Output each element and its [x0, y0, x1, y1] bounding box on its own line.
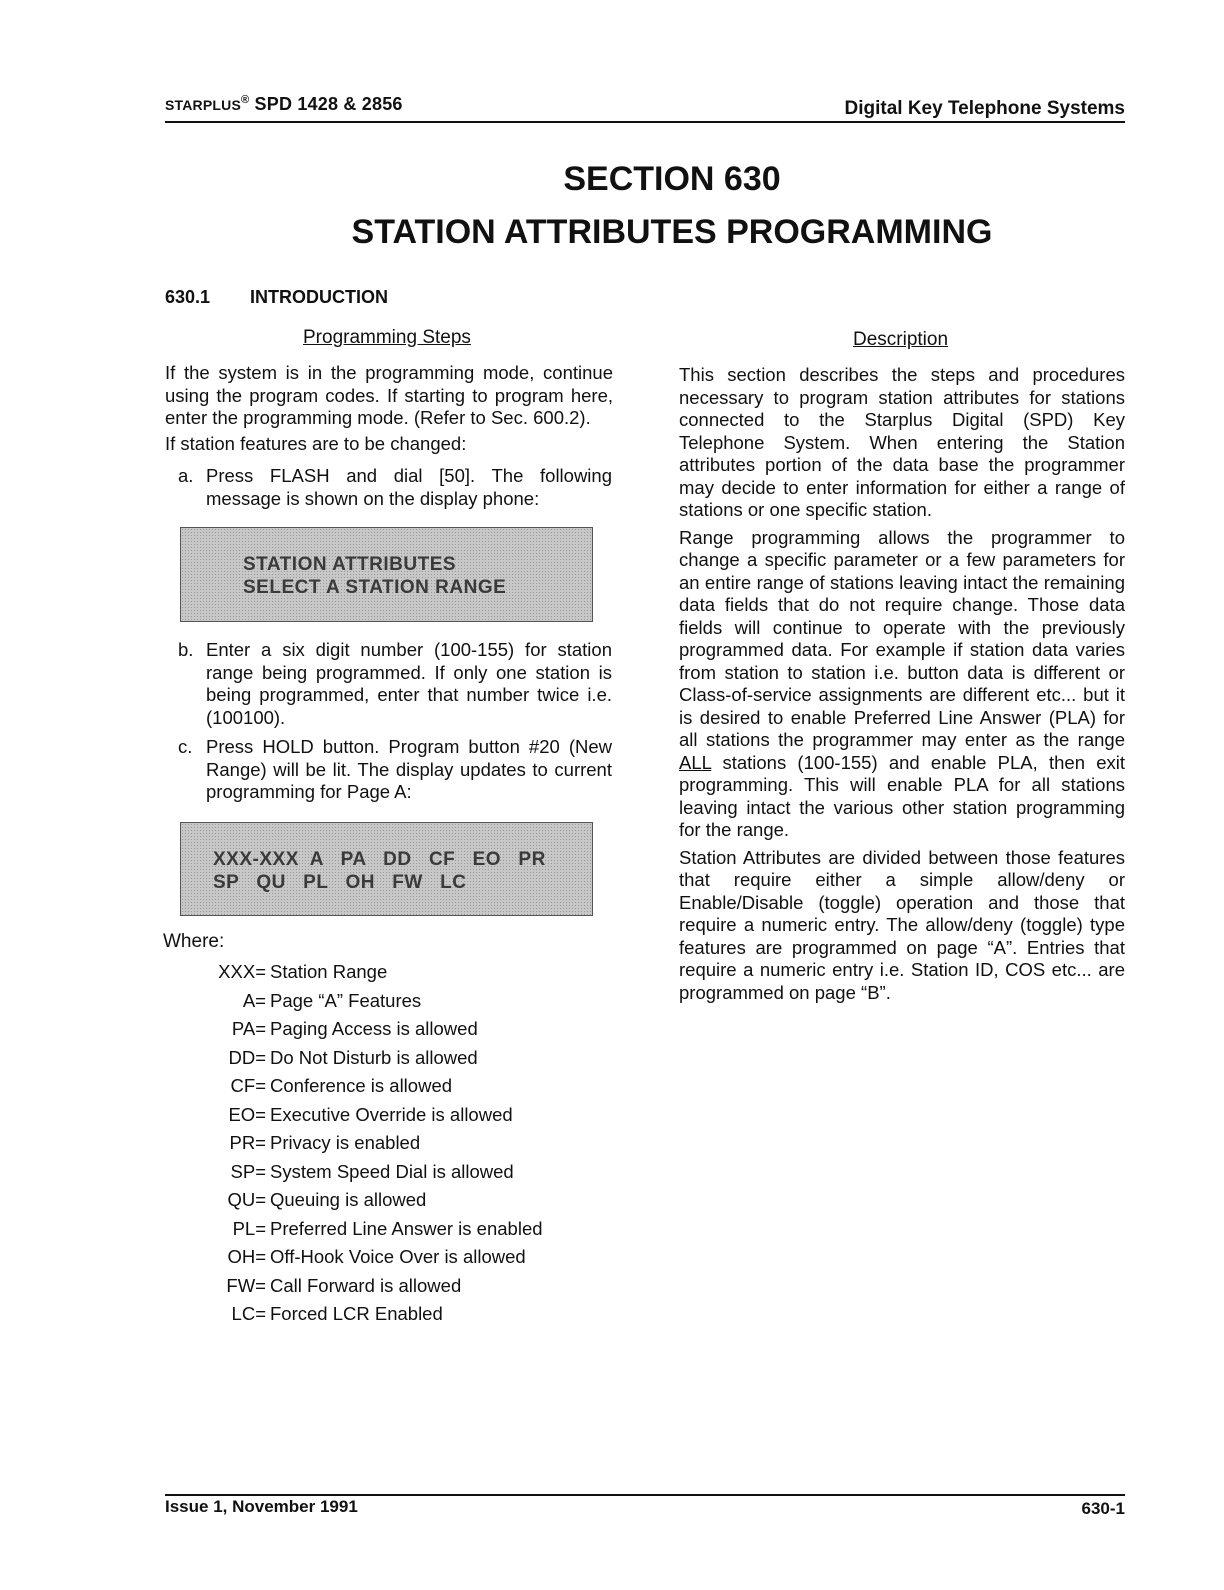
registered-mark: ®: [241, 94, 250, 106]
step-c-label: c.: [178, 736, 193, 757]
definition-key: CF=: [230, 1075, 266, 1096]
display1-line-1: STATION ATTRIBUTES: [243, 554, 457, 575]
definition-item: [200, 1186, 543, 1215]
step-b: [178, 639, 612, 729]
page-number: 630-1: [1081, 1499, 1125, 1518]
definition-key: PR=: [229, 1132, 266, 1153]
definition-value: Preferred Line Answer is enabled: [270, 1217, 543, 1239]
step-b-text: Enter a six digit number (100-155) for station range being programmed. If only one station is being programmed, enter that number twice i.e. (100100).: [206, 639, 612, 728]
definition-item: [200, 1129, 543, 1158]
section-heading: INTRODUCTION: [250, 287, 388, 307]
section-title: SECTION 630: [563, 160, 781, 198]
definition-value: Queuing is allowed: [270, 1189, 427, 1210]
definition-value: System Speed Dial is allowed: [270, 1160, 514, 1182]
definition-value: Paging Access is allowed: [270, 1018, 478, 1039]
definition-item: [200, 1101, 543, 1130]
header-product: [165, 94, 403, 115]
where-label: Where:: [163, 931, 225, 952]
description-paragraph-1: This section describes the steps and procedures necessary to program station attributes for stations connected to the Starplus Digital (SPD) Key Telephone System. When entering the Station attributes portion of the data base the programmer may decide to enter information for either a range of stations or one specific station.: [679, 364, 1125, 520]
definition-item: [200, 1158, 543, 1187]
definition-value: Forced LCR Enabled: [270, 1303, 443, 1324]
condition-text: If station features are to be changed:: [165, 433, 467, 454]
definition-value: Station Range: [270, 961, 388, 982]
footer-issue: Issue 1, November 1991: [165, 1497, 358, 1516]
intro-paragraph: If the system is in the programming mode, continue using the program codes. If starting to program here, enter the programming mode. (Refer to Sec. 600.2).: [165, 362, 613, 428]
definition-item: [200, 1215, 543, 1244]
header-model: SPD 1428 & 2856: [254, 94, 403, 114]
display-phone-screen-1: [180, 527, 593, 622]
description-paragraph-3: Station Attributes are divided between those features that require either a simple allow/deny or Enable/Disable (toggle) operation and those that require a numeric entry. The allow/deny (toggle) type features are programmed on page “A”. Entries that require a numeric entry i.e. Station ID, COS etc... are programmed on page “B”.: [679, 846, 1125, 1003]
programming-steps-heading: Programming Steps: [303, 327, 471, 348]
definition-value: Privacy is enabled: [270, 1132, 421, 1153]
definition-item: [200, 987, 543, 1016]
section-subtitle: STATION ATTRIBUTES PROGRAMMING: [351, 213, 993, 251]
definition-key: QU=: [227, 1189, 266, 1210]
definition-value: Executive Override is allowed: [270, 1103, 513, 1125]
description-p2-part1: Range programming allows the programmer to change a specific parameter or a few parameters for an entire range of stations leaving intact the remaining data fields that do not require change. Those data fields will continue to operate with the previously programmed data. For example if station data varies from station to station i.e. button data is different or Class-of-service assignments are different etc... but it is desired to enable Preferred Line Answer (PLA) for all stations the programmer may enter as the range: [679, 526, 1125, 750]
footer-rule: [165, 1494, 1125, 1496]
step-a-label: a.: [178, 465, 194, 486]
definition-key: LC=: [231, 1303, 266, 1324]
step-a: [178, 465, 612, 510]
definition-item: [200, 1272, 543, 1301]
header-rule: [165, 121, 1125, 123]
abbreviation-list: [200, 958, 543, 1329]
definition-key: PL=: [232, 1217, 266, 1239]
display2-line-1: XXX-XXX A PA DD CF EO PR: [213, 849, 546, 870]
section-number: 630.1: [165, 287, 211, 307]
page-header: [165, 94, 1125, 124]
header-brand: STARPLUS: [165, 97, 242, 113]
step-c-text: Press HOLD button. Program button #20 (New Range) will be lit. The display updates to current programming for Page A:: [206, 736, 612, 802]
description-text: [679, 364, 1125, 1009]
definition-value: Page “A” Features: [270, 989, 422, 1011]
definition-key: XXX=: [218, 961, 266, 982]
description-heading: Description: [853, 329, 949, 350]
definition-value: Do Not Disturb is allowed: [270, 1046, 478, 1068]
definition-key: PA=: [231, 1018, 266, 1039]
definition-value: Off-Hook Voice Over is allowed: [270, 1246, 526, 1267]
definition-item: [200, 1044, 543, 1073]
description-p2-part2: stations (100-155) and enable PLA, then exit programming. This will enable PLA for all stations leaving intact the various other station programming for the range.: [679, 751, 1125, 840]
step-b-label: b.: [178, 639, 194, 660]
definition-item: [200, 1300, 543, 1329]
definition-item: [200, 958, 543, 987]
definition-value: Call Forward is allowed: [270, 1274, 462, 1296]
definition-key: FW=: [226, 1274, 266, 1296]
definition-item: [200, 1072, 543, 1101]
definition-key: DD=: [228, 1046, 266, 1068]
definition-key: OH=: [227, 1246, 266, 1267]
display2-line-2: SP QU PL OH FW LC: [213, 872, 467, 893]
step-a-text: Press FLASH and dial [50]. The following message is shown on the display phone:: [206, 465, 612, 509]
display1-line-2: SELECT A STATION RANGE: [243, 577, 507, 598]
header-system-name: Digital Key Telephone Systems: [844, 98, 1125, 119]
definition-value: Conference is allowed: [270, 1075, 453, 1096]
definition-item: [200, 1243, 543, 1272]
display-phone-screen-2: [180, 822, 593, 916]
description-paragraph-2: [679, 527, 1125, 842]
definition-key: A=: [242, 989, 266, 1011]
definition-key: EO=: [228, 1103, 266, 1125]
definition-key: SP=: [230, 1160, 266, 1182]
definition-item: [200, 1015, 543, 1044]
step-c: [178, 736, 612, 804]
description-p2-all: ALL: [679, 751, 712, 773]
